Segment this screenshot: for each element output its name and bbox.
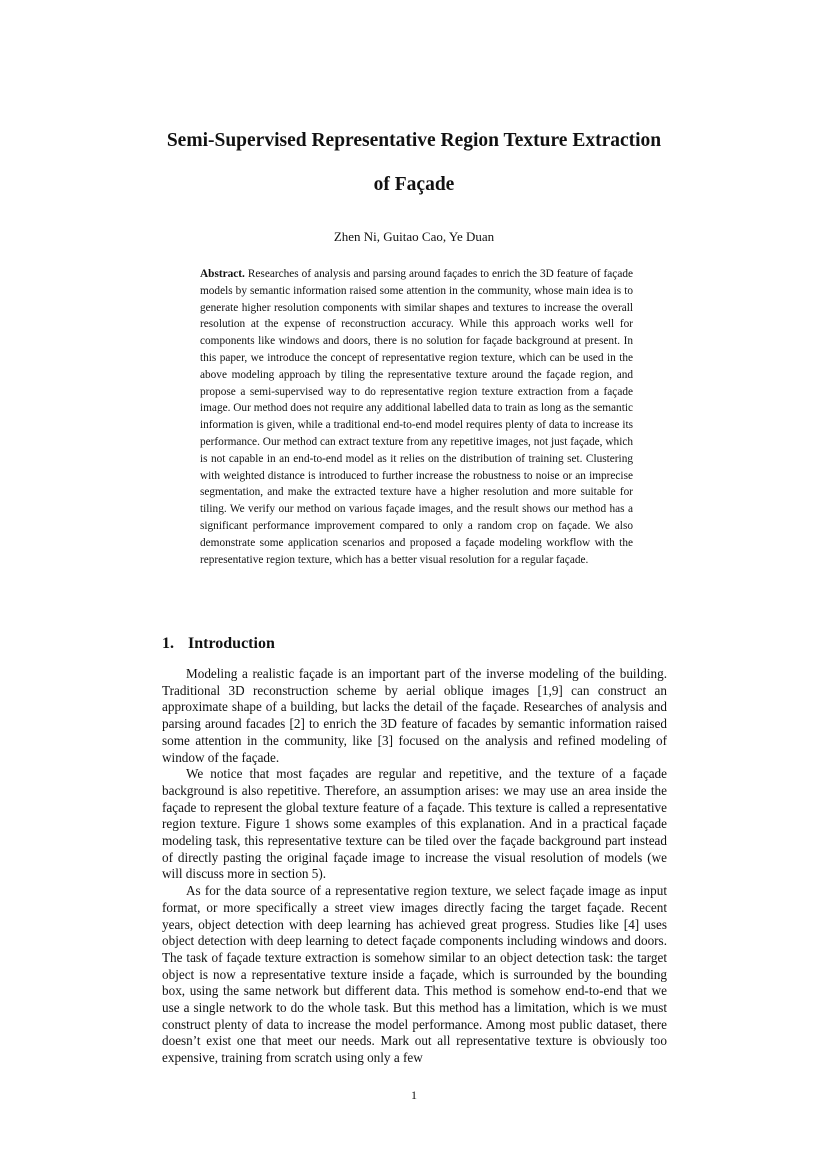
abstract xyxy=(200,266,633,568)
section-title: Introduction xyxy=(188,635,275,652)
abstract-text: Researches of analysis and parsing around façades to enrich the 3D feature of façade models by semantic information raised some attention in the community, whose main idea is to generate higher resolution components with similar shapes and textures to increase the overall resolution at the expense of reconstruction accuracy. While this approach works well for components like windows and doors, there is no solution for façade background at present. In this paper, we introduce the concept of representative region texture, which can be used in the above modeling approach by tiling the representative texture around the façade region, and propose a semi-supervised way to do representative region texture extraction from a façade image. Our method does not require any additional labelled data to train as long as the semantic information is given, while a traditional end-to-end model requires plenty of data to increase its performance. Our method can extract texture from any repetitive images, not just façade, which is not capable in an end-to-end model as it relies on the distribution of training set. Clustering with weighted distance is introduced to further increase the robustness to noise or an imprecise segmentation, and make the extracted texture have a higher resolution and more suitable for tiling. We verify our method on various façade images, and the result shows our method has a significant performance improvement compared to only a random crop on façade. We also demonstrate some application scenarios and proposed a façade modeling workflow with the representative region texture, which has a better visual resolution for a regular façade. xyxy=(200,268,634,566)
paper-title-line-1: Semi-Supervised Representative Region Texture Extraction xyxy=(166,130,662,151)
page-number: 1 xyxy=(411,1088,417,1102)
section-heading-introduction xyxy=(162,634,275,654)
author-list: Zhen Ni, Guitao Cao, Ye Duan xyxy=(333,229,495,244)
body-paragraph: We notice that most façades are regular and repetitive, and the texture of a façade background is also repetitive. Therefore, an assumption arises: we may use an area inside the façade to represent the global texture feature of a façade. This texture is called a representative region texture. Figure 1 shows some examples of this explanation. And in a practical façade modeling task, this representative texture can be tiled over the façade background part instead of directly pasting the original façade image to increase the visual resolution of models (we will discuss more in section 5). xyxy=(162,766,667,882)
paper-title-line-2: of Façade xyxy=(373,174,455,195)
section-number: 1. xyxy=(162,635,174,652)
body-paragraph: Modeling a realistic façade is an important part of the inverse modeling of the building. Traditional 3D reconstruction scheme by aerial oblique images [1,9] can construct an approximate shape of a building, but lacks the detail of the façade. Researches of analysis and parsing around facades [2] to enrich the 3D feature of facades by semantic information raised some attention in the community, like [3] focused on the analysis and refined modeling of window of the façade. xyxy=(162,666,667,765)
abstract-label: Abstract. xyxy=(200,268,245,280)
section-body-introduction xyxy=(162,666,667,1067)
body-paragraph: As for the data source of a representative region texture, we select façade image as input format, or more specifically a street view images directly facing the target façade. Recent years, object detection with deep learning has achieved great progress. Studies like [4] uses object detection with deep learning to detect façade components including windows and doors. The task of façade texture extraction is somehow similar to an object detection task: the target object is now a representative texture inside a façade, which is surrounded by the bounding box, using the same network but different data. This method is somehow end-to-end that we use a single network to do the whole task. But this method has a limitation, which is we must construct plenty of data to increase the model performance. Among most public dataset, there doesn’t exist one that meet our needs. Mark out all representative texture is obviously too expensive, training from scratch using only a few xyxy=(162,883,667,1066)
